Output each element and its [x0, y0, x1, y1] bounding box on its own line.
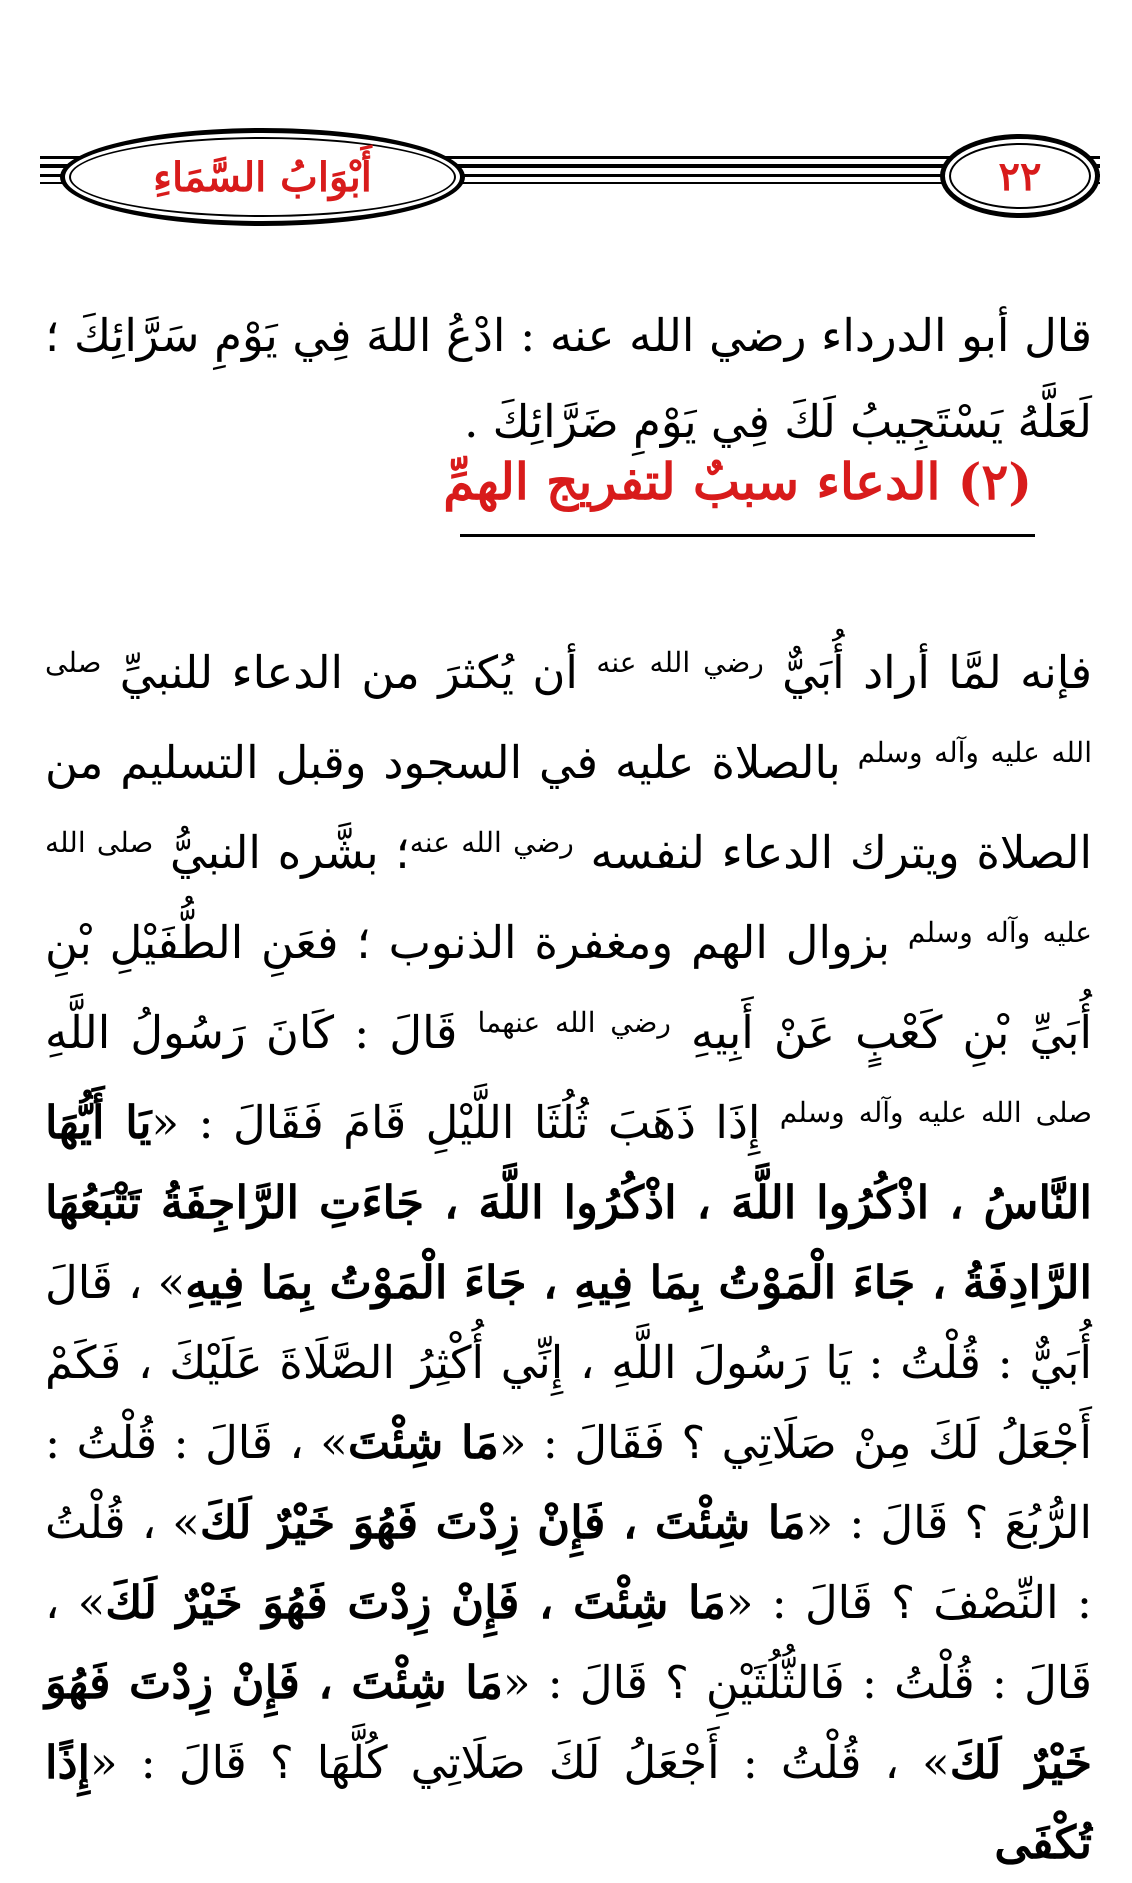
page-header: [40, 130, 1100, 220]
body-text: » ، قَالَ : قُلْتُ : الرُّبُعَ ؟ قَالَ : «: [45, 1416, 1092, 1549]
page-number: ٢٢: [998, 152, 1042, 200]
body-paragraph: [45, 623, 1092, 1883]
hadith-quote: مَا شِئْتَ ، فَإِنْ زِدْتَ فَهُوَ خَيْرٌ لَكَ: [199, 1496, 806, 1549]
book-title: أَبْوَابُ السَّمَاءِ: [153, 153, 372, 201]
hadith-quote: مَا شِئْتَ ، فَإِنْ زِدْتَ فَهُوَ خَيْرٌ لَكَ: [45, 1656, 1093, 1789]
body-text: » ، قُلْتُ : النِّصْفَ ؟ قَالَ : «: [45, 1496, 1092, 1629]
honorific: رضي الله عنه: [596, 646, 764, 679]
page-number-oval: [940, 134, 1100, 218]
intro-paragraph: قال أبو الدرداء رضي الله عنه : ادْعُ اللهَ فِي يَوْمِ سَرَّائِكَ ؛ لَعَلَّهُ يَسْتَجِيبُ لَكَ فِي يَوْمِ ضَرَّائِكَ .: [45, 309, 1092, 448]
honorific: صلى الله عليه وآله وسلم: [779, 1096, 1092, 1129]
body-text: » ، قَالَ : قُلْتُ : فَالثُّلُثَيْنِ ؟ قَالَ : «: [45, 1576, 1092, 1709]
hadith-quote: إِذًا تُكْفَى: [45, 1736, 1092, 1869]
honorific: رضي الله عنهما: [477, 1006, 671, 1039]
honorific: صلى الله عليه وآله وسلم: [45, 826, 1093, 949]
book-title-oval: [60, 128, 465, 226]
body-text: » ، قُلْتُ : أَجْعَلُ لَكَ صَلَاتِي كُلَّهَا ؟ قَالَ : «: [90, 1736, 950, 1789]
body-text: إِذَا ذَهَبَ ثُلُثَا اللَّيْلِ قَامَ فَقَالَ : «: [151, 1096, 761, 1149]
section-heading: (٢) الدعاء سببٌ لتفريج الهمِّ: [443, 452, 1032, 511]
body-text: بزوال الهم ومغفرة الذنوب ؛ فعَنِ الطُّفَيْلِ بْنِ أُبَيِّ بْنِ كَعْبٍ عَنْ أَبِيهِ: [45, 916, 1092, 1059]
hadith-quote: يَا أَيُّهَا النَّاسُ ، اذْكُرُوا اللَّهَ ، اذْكُرُوا اللَّهَ ، جَاءَتِ الرَّاجِفَةُ تَتْبَعُهَا الرَّادِفَةُ ، جَاءَ الْمَوْتُ بِمَا فِيهِ ، جَاءَ الْمَوْتُ بِمَا فِيهِ: [45, 1096, 1092, 1309]
honorific: رضي الله عنه: [409, 826, 574, 859]
body-text: بالصلاة عليه في السجود وقبل التسليم من الصلاة ويترك الدعاء لنفسه: [45, 736, 1093, 879]
body-text: » ، قَالَ أُبَيٌّ : قُلْتُ : يَا رَسُولَ اللَّهِ ، إِنِّي أُكْثِرُ الصَّلَاةَ عَلَيْكَ ، فَكَمْ أَجْعَلُ لَكَ مِنْ صَلَاتِي ؟ فَقَالَ : «: [45, 1256, 1092, 1469]
honorific: صلى الله عليه وآله وسلم: [45, 646, 1092, 769]
hadith-quote: مَا شِئْتَ: [347, 1416, 499, 1469]
heading-underline: [460, 534, 1035, 537]
hadith-quote: مَا شِئْتَ ، فَإِنْ زِدْتَ فَهُوَ خَيْرٌ لَكَ: [105, 1576, 726, 1629]
body-text: فإنه لمَّا أراد أُبَيٌّ: [782, 646, 1092, 699]
body-text: قَالَ : كَانَ رَسُولُ اللَّهِ: [45, 1006, 458, 1059]
body-text: أن يُكثرَ من الدعاء للنبيِّ: [119, 646, 578, 699]
body-text: ؛ بشَّره النبيُّ: [170, 826, 410, 879]
